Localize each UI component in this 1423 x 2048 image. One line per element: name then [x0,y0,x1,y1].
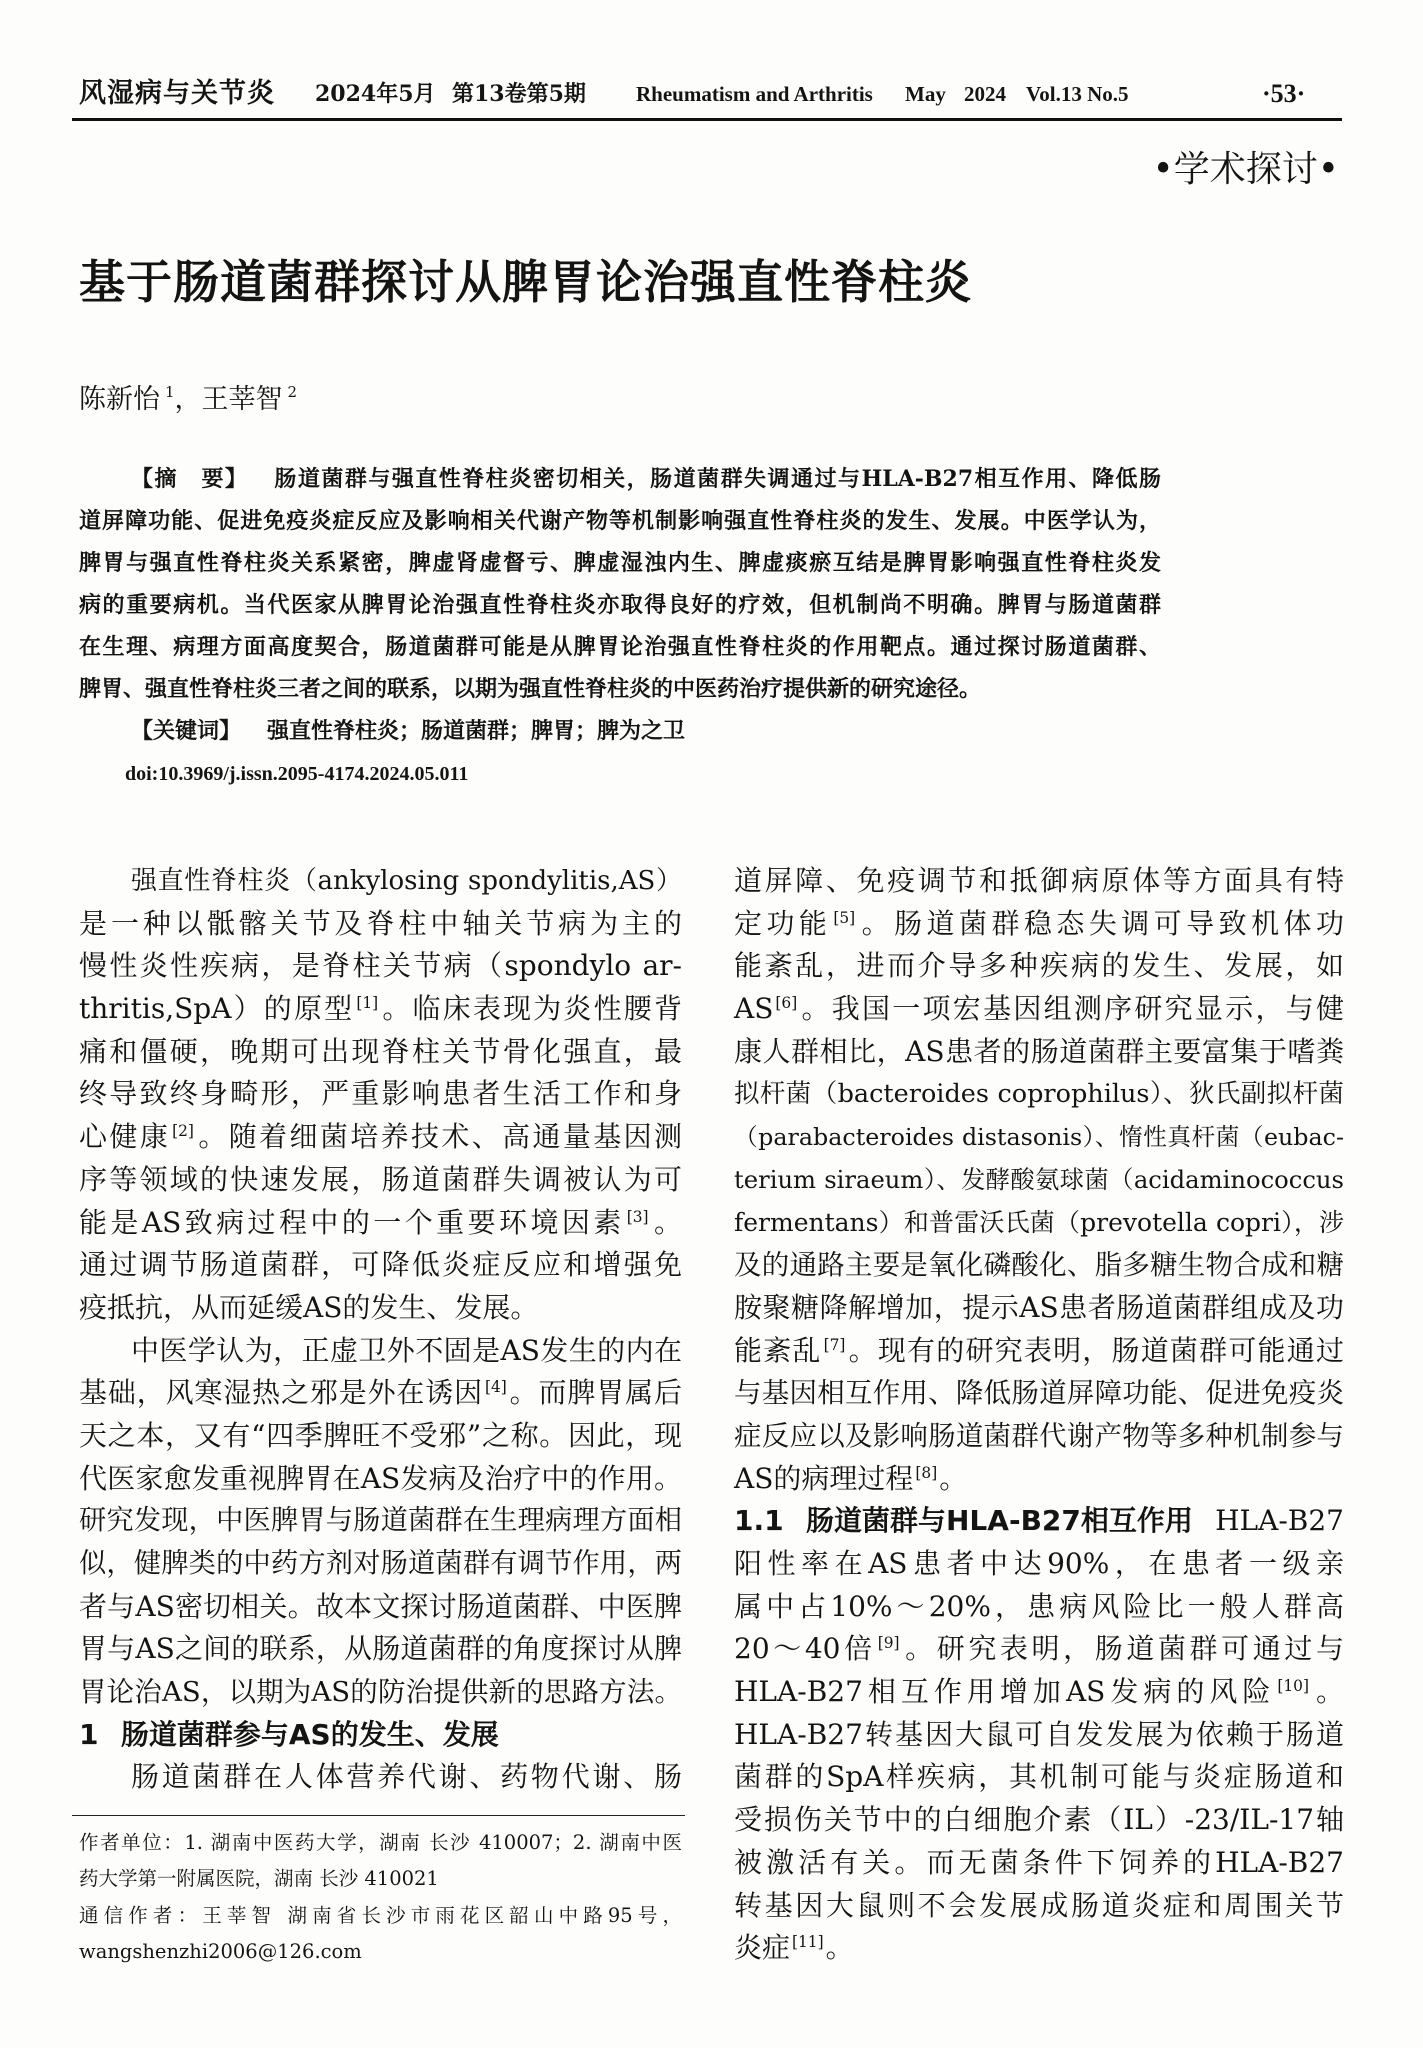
footnote-line: wangshenzhi2006@126.com [79,1939,362,1963]
body-line: 天之本，又有“四季脾旺不受邪”之称。因此，现 [79,1418,682,1452]
page-number: ·53· [1262,79,1306,108]
citation-ref: [11] [792,1933,824,1952]
body-line [734,903,1344,946]
line-text: 能紊乱 [734,1333,822,1367]
body-line: 中医学认为，正虚卫外不固是AS发生的内在 [131,1333,682,1367]
citation-ref: [9] [877,1634,900,1653]
line-text: 。 [825,1931,854,1965]
body-line [734,1500,1344,1543]
body-line: 受损伤关节中的白细胞介素（IL）-23/IL-17轴 [734,1803,1344,1837]
journal-name-en: Rheumatism and Arthritis [636,82,873,106]
body-line [734,1330,1344,1373]
body-line: 终导致终身畸形，严重影响患者生活工作和身 [79,1077,682,1111]
volume-issue-en: Vol.13 No.5 [1026,82,1129,106]
body-line: 拟杆菌（bacteroides coprophilus）、狄氏副拟杆菌 [734,1079,1344,1110]
abstract-line [79,458,1161,500]
body-line: 通过调节肠道菌群，可降低炎症反应和增强免 [79,1248,682,1282]
body-line: 被激活有关。而无菌条件下饲养的HLA-B27 [734,1845,1344,1879]
author-affiliation: 1 [165,383,175,401]
line-text: 。研究表明，肠道菌群可通过与 [901,1632,1344,1666]
line-text: 炎症 [734,1931,791,1965]
issue-date-cn: 2024年5月 [315,81,436,107]
line-text: 。现有的研究表明，肠道菌群可能通过 [847,1333,1344,1367]
line-text: 。 [1310,1675,1344,1709]
body-line: 者与AS密切相关。故本文探讨肠道菌群、中医脾 [79,1589,682,1623]
line-text: 。 [650,1205,682,1239]
body-line: 强直性脊柱炎（ankylosing spondylitis,AS） [131,866,682,896]
body-line: 是一种以骶髂关节及脊柱中轴关节病为主的 [79,906,682,940]
abstract-line: 脾胃、强直性脊柱炎三者之间的联系，以期为强直性脊柱炎的中医药治疗提供新的研究途径。 [79,676,982,702]
body-line: 症反应以及影响肠道菌群代谢产物等多种机制参与 [734,1419,1344,1452]
line-text: 。肠道菌群稳态失调可导致机体功 [857,906,1344,940]
body-line: 与基因相互作用、降低肠道屏障功能、促进免疫炎 [734,1377,1344,1410]
body-line: 菌群的SpA样疾病，其机制可能与炎症肠道和 [734,1760,1344,1794]
body-line: fermentans）和普雷沃氏菌（prevotella copri），涉 [734,1207,1344,1237]
doi: doi:10.3969/j.issn.2095-4174.2024.05.011 [125,763,469,785]
citation-ref: [10] [1277,1677,1309,1696]
line-text: 能是AS致病过程中的一个重要环境因素 [79,1205,625,1239]
volume-issue-cn: 第13卷第5期 [452,81,586,107]
body-line: 疫抵抗，从而延缓AS的发生、发展。 [79,1290,539,1324]
body-line [79,988,682,1031]
header-rule [72,118,1342,121]
section-label: •学术探讨• [1152,149,1339,190]
citation-ref: [8] [915,1463,938,1482]
line-text: 。临床表现为炎性腰背 [380,992,682,1026]
citation-ref: [6] [775,994,798,1013]
body-line: 转基因大鼠则不会发展成肠道炎症和周围关节 [734,1888,1344,1922]
line-text: 。我国一项宏基因组测序研究显示，与健 [799,992,1344,1026]
body-line: 肠道菌群在人体营养代谢、药物代谢、肠 [131,1760,682,1794]
footnote-line: 药大学第一附属医院，湖南 长沙 410021 [79,1867,439,1891]
footnote-line: 通信作者：王莘智 湖南省长沙市雨花区韶山中路95号， [79,1903,682,1927]
body-line [734,1671,1344,1714]
issue-month-en: May [905,82,946,106]
body-line: 痛和僵硬，晚期可出现脊柱关节骨化强直，最 [79,1034,682,1068]
author-name: 陈新怡 [79,384,160,415]
body-line [734,1628,1344,1671]
issue-year-en: 2024 [964,82,1006,106]
journal-name-cn: 风湿病与关节炎 [79,78,275,109]
body-line [734,988,1344,1031]
author-affiliation: 2 [287,383,298,401]
body-line: 及的通路主要是氧化磷酸化、脂多糖生物合成和糖 [734,1249,1344,1282]
left-column [79,860,682,1799]
citation-ref: [2] [172,1122,194,1141]
author-list [79,380,297,420]
citation-ref: [3] [626,1207,649,1226]
citation-ref: [4] [485,1378,507,1397]
body-line: 胃论治AS，以期为AS的防治提供新的思路方法。 [79,1676,682,1709]
abstract-label: 【摘 要】 [131,466,249,492]
abstract [79,458,1161,710]
line-text: HLA-B27相互作用增加AS发病的风险 [734,1675,1276,1709]
line-text: thritis,SpA）的原型 [79,992,355,1026]
body-line: 似，健脾类的中药方剂对肠道菌群有调节作用，两 [79,1548,682,1579]
line-text: 。随着细菌培养技术、高通量基因测 [195,1120,682,1154]
body-line: 胺聚糖降解增加，提示AS患者肠道菌群组成及功 [734,1290,1344,1324]
line-text: 20～40倍 [734,1632,876,1666]
keywords [131,710,685,752]
abstract-line: 在生理、病理方面高度契合，肠道菌群可能是从脾胃论治强直性脊柱炎的作用靶点。通过探讨肠道菌群、 [79,634,1161,660]
body-line [79,1714,682,1757]
body-line: 序等领域的快速发展，肠道菌群失调被认为可 [79,1162,682,1196]
keywords-label: 【关键词】 [131,718,242,744]
line-text: 。 [939,1461,968,1495]
abstract-line: 病的重要病机。当代医家从脾胃论治强直性脊柱炎亦取得良好的疗效，但机制尚不明确。脾胃与肠道菌群 [79,592,1161,618]
line-text: 基础，风寒湿热之邪是外在诱因 [79,1376,484,1410]
line-text: 心健康 [79,1120,171,1154]
section-number: 1.1 [734,1504,784,1538]
body-line: 道屏障、免疫调节和抵御病原体等方面具有特 [734,864,1344,897]
body-line: 慢性炎性疾病，是脊柱关节病（spondylo ar- [79,949,682,983]
section-number: 1 [79,1717,99,1751]
body-line: 研究发现，中医脾胃与肠道菌群在生理病理方面相 [79,1505,682,1537]
footnote-line: 作者单位：1. 湖南中医药大学，湖南 长沙 410007；2. 湖南中医 [79,1831,682,1854]
line-text: 。而脾胃属后 [508,1376,682,1410]
abstract-line: 道屏障功能、促进免疫炎症反应及影响相关代谢产物等机制影响强直性脊柱炎的发生、发展。中医学认为， [79,508,1161,534]
body-line: 阳性率在AS患者中达90%，在患者一级亲 [734,1547,1344,1580]
body-line: 属中占10%～20%，患病风险比一般人群高 [734,1589,1344,1623]
line-text: AS的病理过程 [734,1461,914,1495]
body-line: （parabacteroides distasonis）、惰性真杆菌（eubac- [734,1123,1344,1152]
body-line [734,1458,1344,1501]
citation-ref: [5] [833,908,856,927]
body-line: 康人群相比，AS患者的肠道菌群主要富集于嗜粪 [734,1034,1344,1068]
section-heading: 肠道菌群参与AS的发生、发展 [120,1717,499,1751]
line-text: 定功能 [734,906,832,940]
body-line [79,1372,682,1415]
abstract-text: 肠道菌群与强直性脊柱炎密切相关，肠道菌群失调通过与HLA-B27相互作用、降低肠 [274,466,1161,492]
body-line: 代医家愈发重视脾胃在AS发病及治疗中的作用。 [79,1461,682,1495]
body-line: HLA-B27转基因大鼠可自发发展为依赖于肠道 [734,1717,1344,1751]
footnote [79,1825,682,1970]
body-line [79,1116,682,1159]
body-line [79,1202,682,1245]
keywords-text: 强直性脊柱炎；肠道菌群；脾胃；脾为之卫 [267,718,686,744]
author-separator: ， [174,384,202,415]
body-line: 胃与AS之间的联系，从肠道菌群的角度探讨从脾 [79,1632,682,1666]
citation-ref: [1] [356,994,379,1013]
body-line: 能紊乱，进而介导多种疾病的发生、发展，如 [734,949,1344,983]
section-heading: 肠道菌群与HLA-B27相互作用 [806,1504,1193,1538]
right-column [734,860,1344,1970]
body-line [734,1927,1344,1970]
citation-ref: [7] [823,1335,846,1354]
paragraph-start-text: HLA-B27 [1215,1504,1344,1538]
footnote-rule [72,1815,685,1816]
article-title: 基于肠道菌群探讨从脾胃论治强直性脊柱炎 [79,255,972,309]
body-line: terium siraeum）、发酵酸氨球菌（acidaminococcus [734,1164,1344,1194]
author-name: 王莘智 [201,384,283,415]
line-text: AS [734,992,774,1026]
abstract-line: 脾胃与强直性脊柱炎关系紧密，脾虚肾虚督亏、脾虚湿浊内生、脾虚痰瘀互结是脾胃影响强直性脊柱炎发 [79,550,1161,576]
